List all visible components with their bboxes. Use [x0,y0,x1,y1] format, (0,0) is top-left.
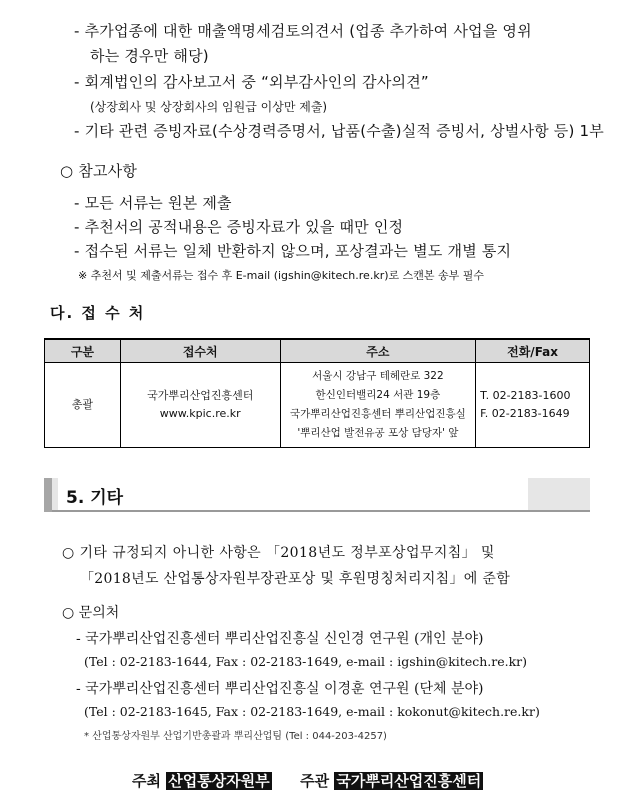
organizer-organization: 국가뿌리산업진흥센터 [336,772,482,790]
reference-heading: ○ 참고사항 [60,162,138,180]
reception-table [44,338,590,448]
contact-heading: ○ 문의처 [62,605,120,621]
host-label: 주최 [132,772,161,790]
footer [132,770,483,791]
contact-group: - 국가뿌리산업진흥센터 뿌리산업진흥실 이경훈 연구원 (단체 분야) [76,681,484,697]
bullet-sales-review-cont: 하는 경우만 해당) [90,47,209,65]
contact-individual-details: (Tel : 02-2183-1644, Fax : 02-2183-1649, e-mail : igshin@kitech.re.kr) [84,654,528,669]
reference-item-original: - 모든 서류는 원본 제출 [74,194,232,212]
address-line-2: 한신인터밸리24 서관 19층 [315,389,441,401]
col-header-category: 구분 [45,339,121,363]
cell-phone-fax [476,363,590,448]
office-url[interactable]: www.kpic.re.kr [159,407,241,420]
table-row [45,363,590,448]
address-line-3: 국가뿌리산업진흥센터 뿌리산업진흥실 [290,408,466,420]
section-5-header-fill [58,478,528,510]
cell-office [120,363,280,448]
misc-paragraph-line-1: ○ 기타 규정되지 아니한 사항은 「2018년도 정부포상업무지침」 및 [62,545,495,561]
contact-group-details: (Tel : 02-2183-1645, Fax : 02-2183-1649, e-mail : kokonut@kitech.re.kr) [84,704,540,719]
reference-note: ※ 추천서 및 제출서류는 접수 후 E-mail (igshin@kitech.re.kr)로 스캔본 송부 필수 [78,269,485,282]
bullet-other-evidence: - 기타 관련 증빙자료(수상경력증명서, 납품(수출)실적 증빙서, 상벌사항 등) 1부 [74,122,604,140]
contact-individual: - 국가뿌리산업진흥센터 뿌리산업진흥실 신인경 연구원 (개인 분야) [76,631,484,647]
host-organization: 산업통상자원부 [168,772,270,790]
col-header-office: 접수처 [120,339,280,363]
misc-paragraph-line-2: 「2018년도 산업통상자원부장관포상 및 후원명칭처리지침」에 준함 [80,571,511,587]
reference-item-evidence: - 추천서의 공적내용은 증빙자료가 있을 때만 인정 [74,218,404,236]
organizer-label: 주관 [300,772,330,790]
bullet-audit-report: - 회계법인의 감사보고서 중 “외부감사인의 감사의견” [74,73,429,91]
bullet-sales-review: - 추가업종에 대한 매출액명세검토의견서 (업종 추가하여 사업을 영위 [74,22,532,40]
cell-address [280,363,476,448]
contact-ministry-note: * 산업통상자원부 산업기반총괄과 뿌리산업팀 (Tel : 044-203-4257) [84,731,387,742]
section-5-header [44,478,590,512]
fax-number: F. 02-2183-1649 [480,407,570,420]
col-header-phone-fax: 전화/Fax [476,339,590,363]
section-5-title: 5. 기타 [66,488,124,508]
bullet-audit-report-note: (상장회사 및 상장회사의 임원급 이상만 제출) [90,100,328,114]
address-line-4: '뿌리산업 발전유공 포상 담당자' 앞 [297,427,459,439]
office-name: 국가뿌리산업진흥센터 [147,389,254,402]
phone-number: T. 02-2183-1600 [480,389,571,402]
address-line-1: 서울시 강남구 테헤란로 322 [312,370,444,382]
cell-category: 총괄 [45,363,121,448]
col-header-address: 주소 [280,339,476,363]
section-reception-heading: 다. 접 수 처 [50,304,146,322]
section-5-header-underline [52,510,590,512]
reference-item-no-return: - 접수된 서류는 일체 반환하지 않으며, 포상결과는 별도 개별 통지 [74,242,512,260]
